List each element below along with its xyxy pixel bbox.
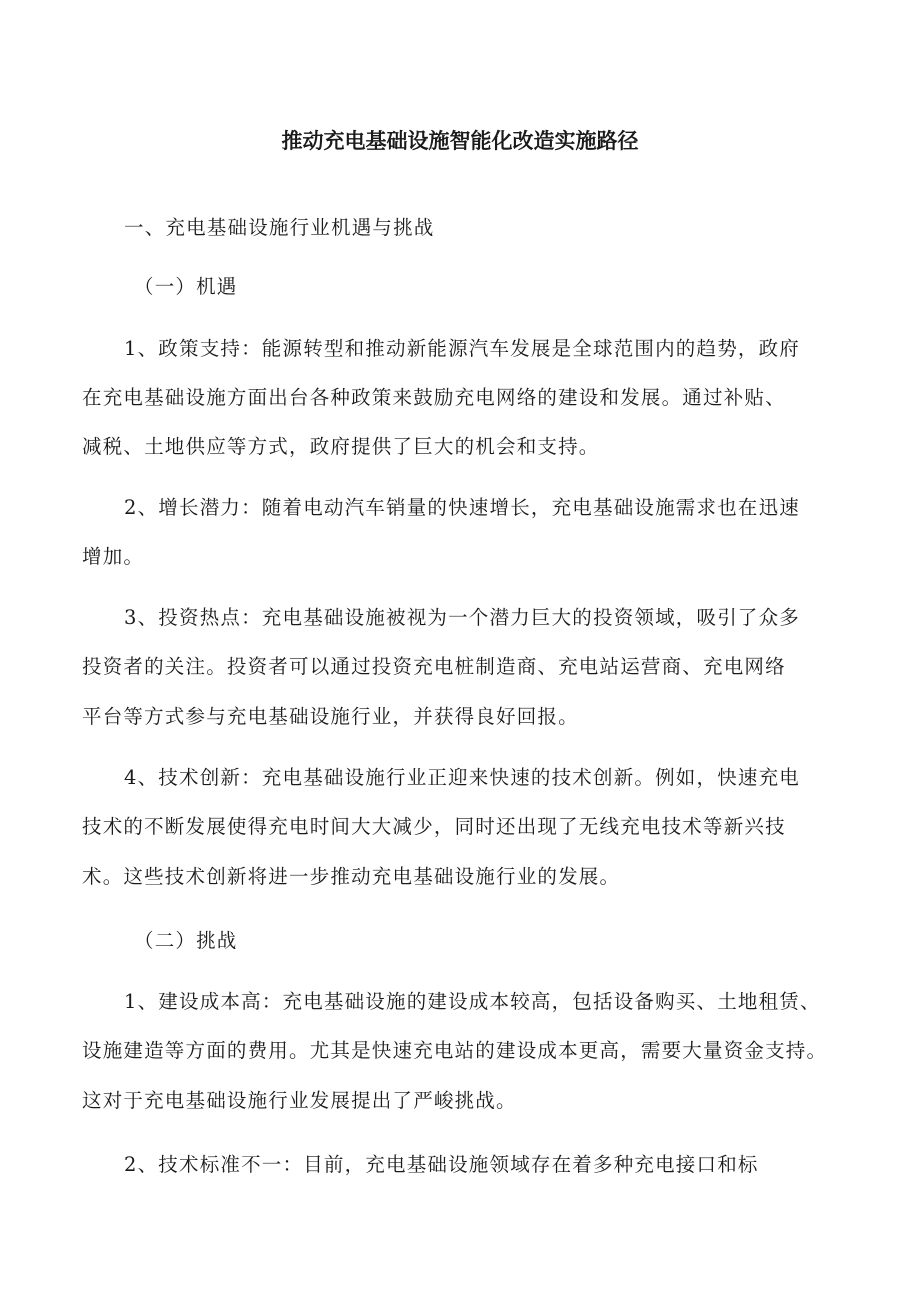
paragraph-line: 2、增长潜力：随着电动汽车销量的快速增长，充电基础设施需求也在迅速 bbox=[124, 496, 801, 519]
paragraph-line: 这对于充电基础设施行业发展提出了严峻挑战。 bbox=[82, 1089, 517, 1112]
subsection-heading-opportunities: （一）机遇 bbox=[134, 275, 238, 298]
paragraph-line: 减税、土地供应等方式，政府提供了巨大的机会和支持。 bbox=[82, 435, 600, 458]
paragraph-line: 平台等方式参与充电基础设施行业，并获得良好回报。 bbox=[82, 705, 579, 728]
paragraph-line: 设施建造等方面的费用。尤其是快速充电站的建设成本更高，需要大量资金支持。 bbox=[82, 1039, 828, 1062]
paragraph-line: 4、技术创新：充电基础设施行业正迎来快速的技术创新。例如，快速充电 bbox=[124, 766, 801, 789]
paragraph-line: 增加。 bbox=[82, 545, 145, 568]
paragraph-line: 在充电基础设施方面出台各种政策来鼓励充电网络的建设和发展。通过补贴、 bbox=[82, 386, 786, 409]
paragraph-line: 3、投资热点：充电基础设施被视为一个潜力巨大的投资领域，吸引了众多 bbox=[124, 606, 801, 629]
paragraph-line: 1、政策支持：能源转型和推动新能源汽车发展是全球范围内的趋势，政府 bbox=[124, 337, 801, 360]
paragraph-line: 术。这些技术创新将进一步推动充电基础设施行业的发展。 bbox=[82, 865, 621, 888]
paragraph-line: 1、建设成本高：充电基础设施的建设成本较高，包括设备购买、土地租赁、 bbox=[124, 990, 821, 1013]
paragraph-line: 技术的不断发展使得充电时间大大减少，同时还出现了无线充电技术等新兴技 bbox=[82, 815, 786, 838]
section-heading: 一、充电基础设施行业机遇与挑战 bbox=[124, 216, 435, 239]
paragraph-line: 投资者的关注。投资者可以通过投资充电桩制造商、充电站运营商、充电网络 bbox=[82, 655, 786, 678]
subsection-heading-challenges: （二）挑战 bbox=[134, 929, 238, 952]
paragraph-line: 2、技术标准不一：目前，充电基础设施领域存在着多种充电接口和标 bbox=[124, 1153, 759, 1176]
page-title: 推动充电基础设施智能化改造实施路径 bbox=[281, 129, 639, 153]
